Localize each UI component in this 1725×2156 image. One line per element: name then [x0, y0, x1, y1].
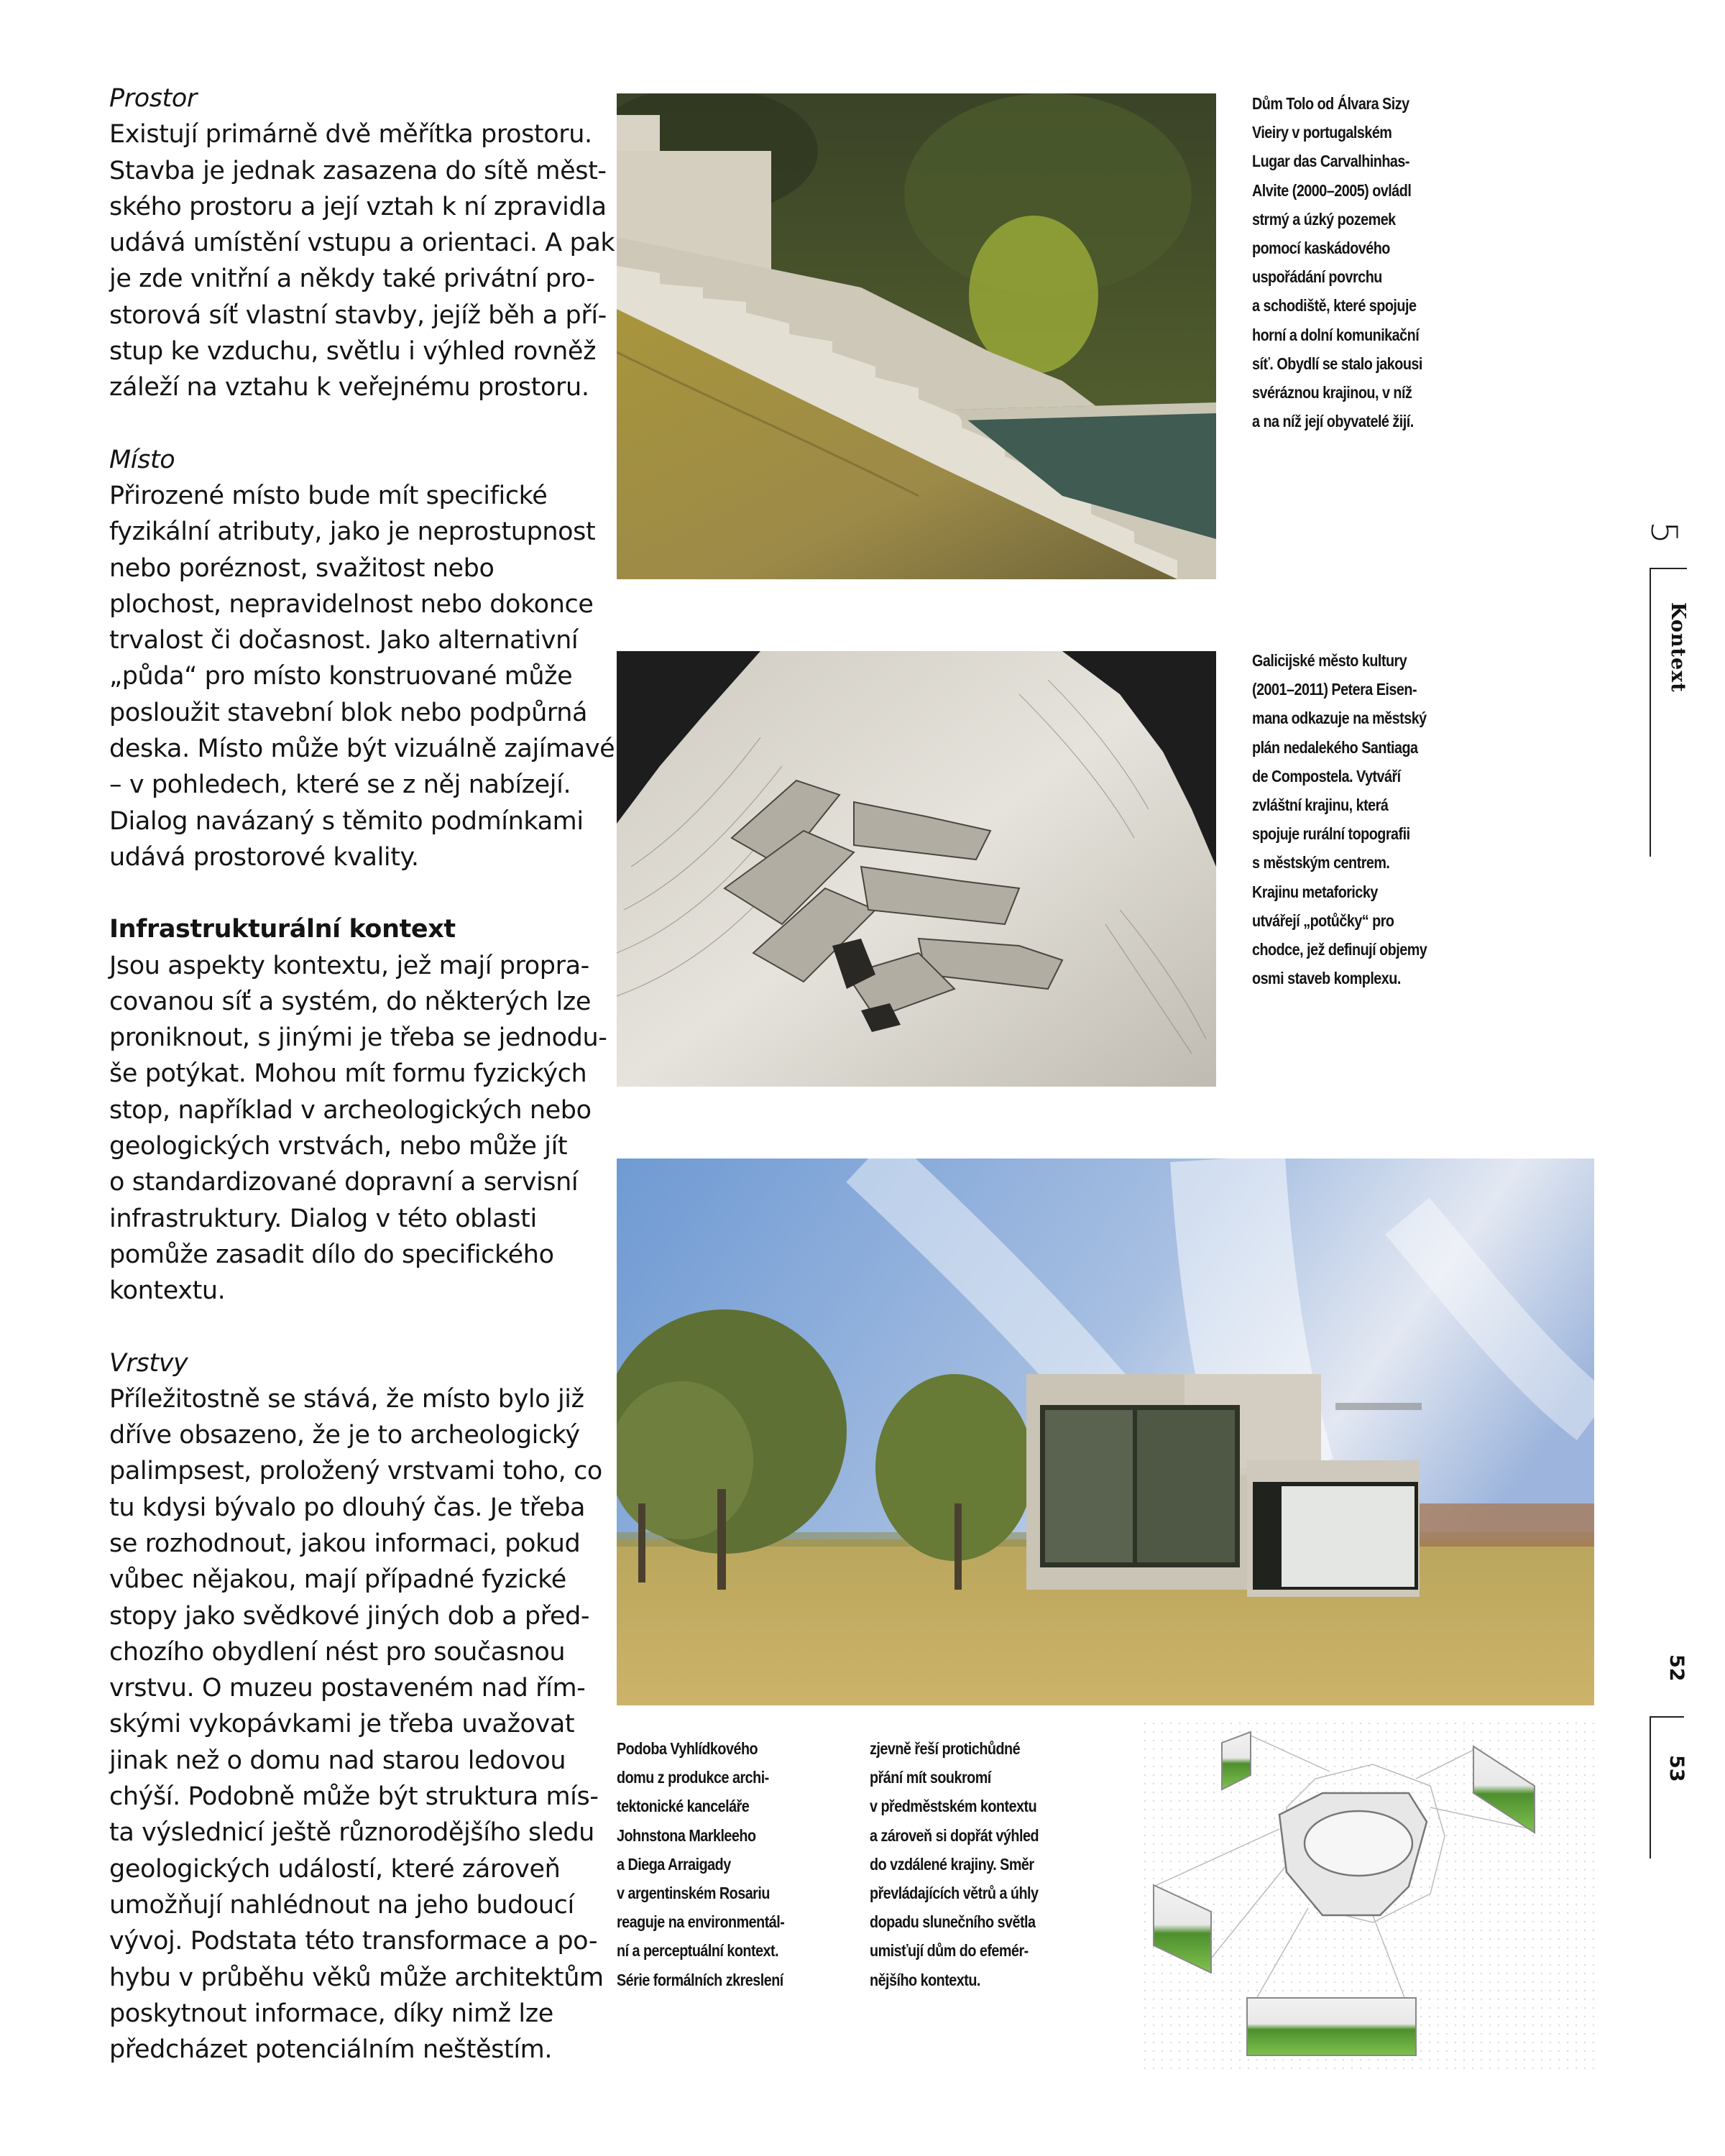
section-heading: Vrstvy: [109, 1348, 188, 1378]
section-text: [109, 948, 607, 1309]
section-vrstvy: [109, 1345, 604, 2068]
text-line: utvářejí „potůčky“ pro: [1252, 911, 1394, 930]
section-heading: Infrastrukturální kontext: [109, 915, 456, 944]
diagram-vyhlidkovy-dum: [1143, 1721, 1596, 2095]
text-line: a na níž její obyvatelé žijí.: [1252, 412, 1414, 431]
text-line: jinak než o domu nad starou ledovou: [109, 1746, 566, 1775]
text-line: vývoj. Podstata této transformace a po-: [109, 1927, 598, 1956]
text-line: stop, například v archeologických nebo: [109, 1095, 592, 1125]
text-line: dopadu slunečního světla: [870, 1912, 1036, 1932]
page-number-right: 53: [1665, 1755, 1688, 1782]
topographic-model-illustration: [617, 651, 1216, 1087]
text-line: Stavba je jednak zasazena do sítě měst-: [109, 156, 607, 185]
text-line: Podoba Vyhlídkového: [617, 1739, 758, 1758]
text-line: reaguje na environmentál-: [617, 1912, 785, 1932]
text-line: o standardizované dopravní a servisní: [109, 1168, 579, 1197]
text-line: dříve obsazeno, že je to archeologický: [109, 1421, 580, 1450]
text-line: mana odkazuje na městský: [1252, 709, 1427, 728]
text-line: osmi staveb komplexu.: [1252, 969, 1401, 988]
text-line: trvalost či dočasnost. Jako alternativní: [109, 626, 579, 655]
text-line: deska. Místo může být vizuálně zajímavé: [109, 734, 615, 764]
text-line: umisťují dům do efemér-: [870, 1941, 1029, 1961]
text-line: stopy jako svědkové jiných dob a před-: [109, 1601, 590, 1631]
text-line: v předměstském kontextu: [870, 1797, 1037, 1816]
text-line: předcházet potenciálním neštěstím.: [109, 2035, 553, 2065]
text-line: ní a perceptuální kontext.: [617, 1941, 779, 1961]
stairs-landscape-illustration: [617, 93, 1216, 579]
caption-vyhlidkovy-dum-col2: [870, 1734, 1066, 1994]
text-line: covanou síť a systém, do některých lze: [109, 987, 591, 1016]
text-line: záleží na vztahu k veřejnému prostoru.: [109, 373, 589, 402]
text-line: posloužit stavební blok nebo podpůrná: [109, 698, 588, 727]
text-line: pomocí kaskádového: [1252, 239, 1390, 258]
text-line: Galicijské město kultury: [1252, 651, 1407, 670]
text-line: stup ke vzduchu, světlu i výhled rovněž: [109, 337, 597, 367]
text-line: fyzikální atributy, jako je neprostupnost: [109, 517, 596, 547]
text-line: Dialog navázaný s těmito podmínkami: [109, 806, 584, 836]
text-line: storová síť vlastní stavby, jejíž běh a pří-: [109, 300, 607, 330]
text-line: Dům Tolo od Álvara Sizy: [1252, 94, 1409, 113]
chapter-title: Kontext: [1667, 602, 1689, 693]
text-line: tektonické kanceláře: [617, 1797, 750, 1816]
text-line: převládajících větrů a úhly: [870, 1884, 1039, 1903]
text-line: infrastruktury. Dialog v této oblasti: [109, 1204, 537, 1233]
caption-vyhlidkovy-dum-col1: [617, 1734, 811, 1994]
text-line: spojuje rurální topografii: [1252, 824, 1410, 844]
section-misto: [109, 442, 615, 876]
axonometric-diagram: [1143, 1721, 1596, 2095]
text-line: chodce, jež definují objemy: [1252, 940, 1427, 959]
text-line: se rozhodnout, jakou informaci, pokud: [109, 1529, 581, 1558]
text-line: síť. Obydlí se stalo jakousi: [1252, 354, 1422, 373]
text-line: ta výslednicí ještě různorodějšího sledu: [109, 1818, 594, 1848]
text-line: umožňují nahlédnout na jeho budoucí: [109, 1890, 574, 1920]
text-line: a schodiště, které spojuje: [1252, 296, 1417, 315]
caption-casa-tolo: [1252, 89, 1450, 436]
text-line: Existují primárně dvě měřítka prostoru.: [109, 120, 592, 149]
text-line: plán nedalekého Santiaga: [1252, 737, 1418, 757]
text-line: hybu v průběhu věků může architektům: [109, 1963, 604, 1992]
text-line: „půda“ pro místo konstruované může: [109, 662, 573, 691]
text-line: chýší. Podobně může být struktura mís-: [109, 1782, 599, 1812]
text-line: Jsou aspekty kontextu, jež mají propra-: [109, 951, 589, 980]
chapter-number: 5: [1643, 521, 1685, 544]
page-number-left: 52: [1665, 1654, 1688, 1682]
text-line: ského prostoru a její vztah k ní zpravidla: [109, 192, 607, 221]
text-line: Vieiry v portugalském: [1252, 123, 1392, 142]
text-line: še potýkat. Mohou mít formu fyzických: [109, 1059, 587, 1089]
text-line: udává prostorové kvality.: [109, 842, 419, 872]
text-line: horní a dolní komunikační: [1252, 325, 1420, 344]
section-text: [109, 1381, 604, 2068]
text-line: a zároveň si dopřát výhled: [870, 1825, 1039, 1845]
text-line: Lugar das Carvalhinhas-: [1252, 152, 1409, 171]
text-line: Krajinu metaforicky: [1252, 882, 1378, 901]
photo-vyhlidkovy-dum: [617, 1158, 1594, 1705]
text-line: (2001–2011) Petera Eisen-: [1252, 680, 1417, 699]
section-text: [109, 478, 615, 875]
body-column: [109, 80, 615, 2104]
section-prostor: [109, 80, 615, 406]
text-line: chozího obydlení nést pro současnou: [109, 1637, 566, 1667]
caption-city-of-culture: [1252, 646, 1455, 992]
text-line: de Compostela. Vytváří: [1252, 766, 1401, 786]
text-line: plochost, nepravidelnost nebo dokonce: [109, 589, 594, 619]
text-line: a Diega Arraigady: [617, 1854, 731, 1874]
text-line: palimpsest, proložený vrstvami toho, co: [109, 1457, 602, 1486]
text-line: kontextu.: [109, 1276, 226, 1306]
page-bracket: [1650, 1716, 1684, 1858]
text-line: s městským centrem.: [1252, 853, 1390, 872]
text-line: Série formálních zkreslení: [617, 1970, 783, 1989]
text-line: – v pohledech, které se z něj nabízejí.: [109, 770, 571, 800]
text-line: geologických vrstvách, nebo může jít: [109, 1132, 568, 1161]
section-heading: Místo: [109, 445, 175, 474]
text-line: udává umístění vstupu a orientaci. A pak: [109, 229, 615, 258]
text-line: vrstvu. O muzeu postaveném nad řím-: [109, 1674, 586, 1703]
text-line: geologických událostí, které zároveň: [109, 1854, 561, 1884]
text-line: zjevně řeší protichůdné: [870, 1739, 1021, 1758]
text-line: poskytnout informace, díky nimž lze: [109, 1999, 553, 2028]
text-line: Příležitostně se stává, že místo bylo již: [109, 1384, 584, 1414]
text-line: Alvite (2000–2005) ovládl: [1252, 180, 1412, 200]
text-line: strmý a úzký pozemek: [1252, 209, 1396, 229]
photo-casa-tolo: [617, 93, 1216, 579]
text-line: přání mít soukromí: [870, 1768, 991, 1787]
text-line: Johnstona Markleeho: [617, 1825, 756, 1845]
house-landscape-illustration: [617, 1158, 1594, 1705]
section-infrastruktura: [109, 911, 607, 1309]
text-line: nějšího kontextu.: [870, 1970, 980, 1989]
section-heading: Prostor: [109, 84, 197, 113]
text-line: proniknout, s jinými je třeba se jednodu-: [109, 1023, 607, 1053]
text-line: vůbec nějakou, mají případné fyzické: [109, 1565, 566, 1595]
text-line: skými vykopávkami je třeba uvažovat: [109, 1710, 575, 1739]
photo-city-of-culture-model: [617, 651, 1216, 1087]
text-line: zvláštní krajinu, která: [1252, 796, 1389, 815]
text-line: svéráznou krajinou, v níž: [1252, 383, 1412, 402]
text-line: pomůže zasadit dílo do specifického: [109, 1240, 554, 1269]
text-line: tu kdysi bývalo po dlouhý čas. Je třeba: [109, 1493, 586, 1522]
section-text: [109, 116, 615, 405]
text-line: nebo poréznost, svažitost nebo: [109, 553, 494, 583]
text-line: je zde vnitřní a někdy také privátní pro-: [109, 264, 595, 294]
text-line: uspořádání povrchu: [1252, 267, 1382, 287]
text-line: do vzdálené krajiny. Směr: [870, 1854, 1034, 1874]
text-line: v argentinském Rosariu: [617, 1884, 770, 1903]
text-line: domu z produkce archi-: [617, 1768, 769, 1787]
text-line: Přirozené místo bude mít specifické: [109, 481, 548, 510]
